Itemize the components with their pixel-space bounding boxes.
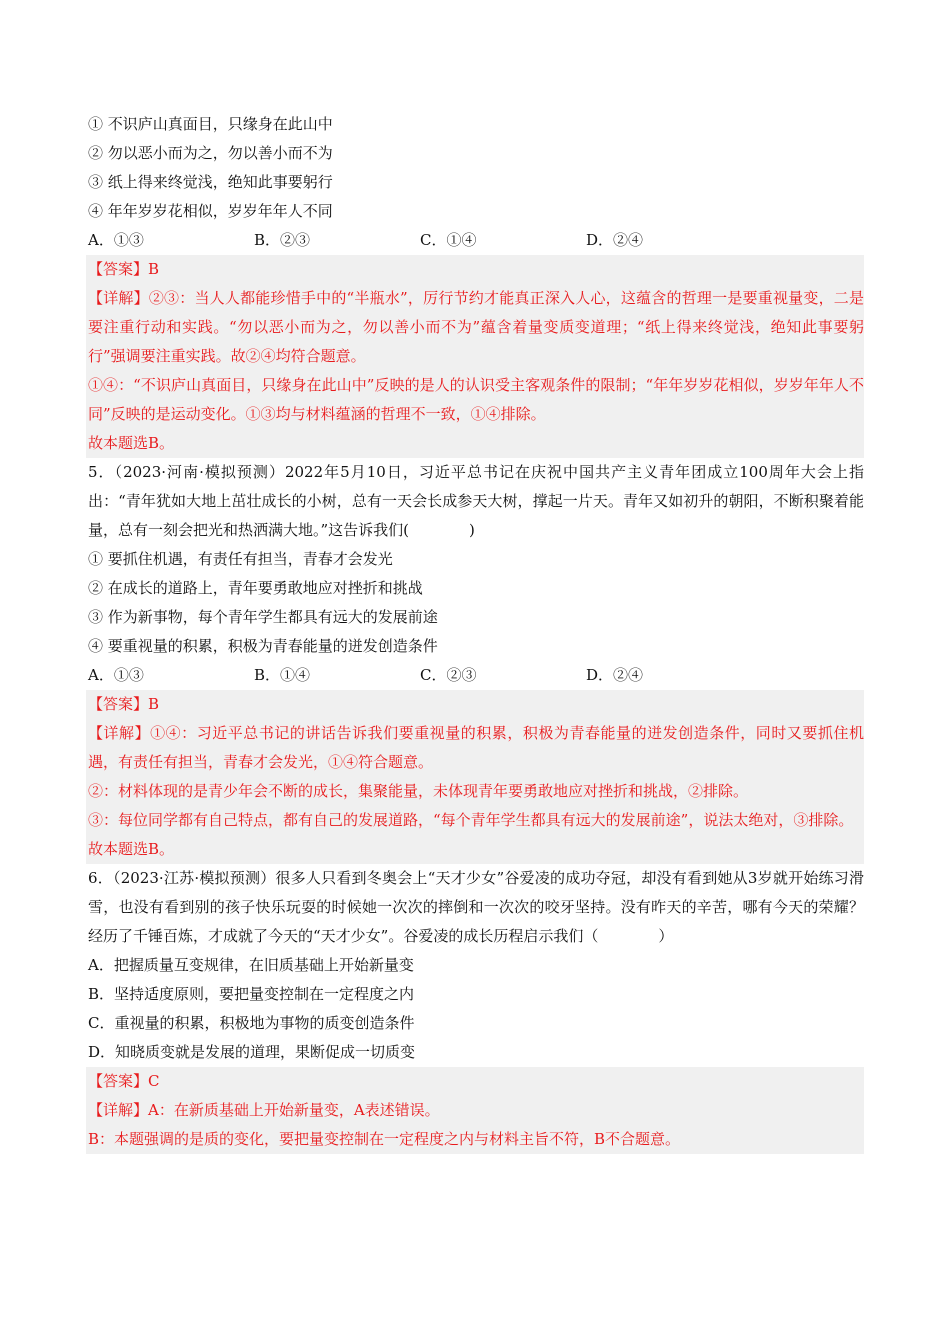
q4-item-3: ③ 纸上得来终觉浅，绝知此事要躬行 bbox=[88, 173, 333, 191]
q5-item-4: ④ 要重视量的积累，积极为青春能量的迸发创造条件 bbox=[88, 637, 438, 655]
q6-answer: 【答案】C bbox=[88, 1072, 160, 1090]
q5-explain-2: ②：材料体现的是青少年会不断的成长，集聚能量，未体现青年要勇敢地应对挫折和挑战，②排除。 bbox=[88, 782, 749, 800]
q5-stem bbox=[88, 458, 864, 545]
q6-explain-2: B：本题强调的是质的变化，要把量变控制在一定程度之内与材料主旨不符，B不合题意。 bbox=[88, 1130, 681, 1148]
q4-answer-block bbox=[86, 255, 864, 458]
q4-answer: 【答案】B bbox=[88, 260, 160, 278]
q5-options bbox=[88, 661, 864, 690]
q5-option-d: D．②④ bbox=[586, 666, 644, 684]
q6-answer-block bbox=[86, 1067, 864, 1154]
q5-option-a: A．①③ bbox=[88, 666, 144, 684]
q5-stem-text: 5．（2023·河南·模拟预测）2022年5月10日，习近平总书记在庆祝中国共产主义青年团成立100周年大会上指出：“青年犹如大地上茁壮成长的小树，总有一天会长成参天大树，撑起一片天。青年又如初升的朝阳，不断积聚着能量，总有一刻会把光和热洒满大地。”这告诉我们( bbox=[88, 463, 864, 539]
q4-explain-2: ①④：“不识庐山真面目，只缘身在此山中”反映的是人的认识受主客观条件的限制；“年年岁岁花相似，岁岁年年人不同”反映的是运动变化。①③均与材料蕴涵的哲理不一致，①④排除。 bbox=[88, 376, 864, 423]
q5-answer: 【答案】B bbox=[88, 695, 160, 713]
q5-answer-block bbox=[86, 690, 864, 864]
q4-option-a: A．①③ bbox=[88, 231, 144, 249]
q4-item-1: ① 不识庐山真面目，只缘身在此山中 bbox=[88, 115, 333, 133]
q4-option-b: B．②③ bbox=[254, 231, 311, 249]
q6-option-d: D．知晓质变就是发展的道理，果断促成一切质变 bbox=[88, 1043, 416, 1061]
q6-option-c: C．重视量的积累，积极地为事物的质变创造条件 bbox=[88, 1014, 415, 1032]
q5-item-1: ① 要抓住机遇，有责任有担当，青春才会发光 bbox=[88, 550, 393, 568]
q4-option-d: D．②④ bbox=[586, 231, 644, 249]
q5-stem-close: ) bbox=[469, 521, 475, 539]
q5-option-b: B．①④ bbox=[254, 666, 311, 684]
document-page bbox=[88, 110, 864, 1154]
q5-explain-4: 故本题选B。 bbox=[88, 840, 175, 858]
q6-stem-text: 6．（2023·江苏·模拟预测）很多人只看到冬奥会上“天才少女”谷爱凌的成功夺冠，却没有看到她从3岁就开始练习滑雪，也没有看到别的孩子快乐玩耍的时候她一次次的摔倒和一次次的咬牙坚持。没有昨天的辛苦，哪有今天的荣耀？经历了千锤百炼，才成就了今天的“天才少女”。谷爱凌的成长历程启示我们（ bbox=[88, 869, 864, 945]
q6-stem-close: ） bbox=[658, 927, 674, 945]
q5-item-2: ② 在成长的道路上，青年要勇敢地应对挫折和挑战 bbox=[88, 579, 423, 597]
q4-options bbox=[88, 226, 864, 255]
q5-explain-3: ③：每位同学都有自己特点，都有自己的发展道路，“每个青年学生都具有远大的发展前途”，说法太绝对，③排除。 bbox=[88, 811, 854, 829]
q6-stem bbox=[88, 864, 864, 951]
q4-item-2: ② 勿以恶小而为之，勿以善小而不为 bbox=[88, 144, 333, 162]
q4-item-4: ④ 年年岁岁花相似，岁岁年年人不同 bbox=[88, 202, 333, 220]
q6-option-b: B．坚持适度原则，要把量变控制在一定程度之内 bbox=[88, 985, 415, 1003]
q5-option-c: C．②③ bbox=[420, 666, 477, 684]
q6-option-a: A．把握质量互变规律，在旧质基础上开始新量变 bbox=[88, 956, 414, 974]
q4-explain-1: 【详解】②③：当人人都能珍惜手中的“半瓶水”，厉行节约才能真正深入人心，这蕴含的哲理一是要重视量变，二是要注重行动和实践。“勿以恶小而为之，勿以善小而不为”蕴含着量变质变道理；“纸上得来终觉浅，绝知此事要躬行”强调要注重实践。故②④均符合题意。 bbox=[88, 289, 864, 365]
q6-explain-1: 【详解】A：在新质基础上开始新量变，A表述错误。 bbox=[88, 1101, 440, 1119]
q4-option-c: C．①④ bbox=[420, 231, 477, 249]
q4-explain-3: 故本题选B。 bbox=[88, 434, 175, 452]
q5-item-3: ③ 作为新事物，每个青年学生都具有远大的发展前途 bbox=[88, 608, 438, 626]
q5-explain-1: 【详解】①④：习近平总书记的讲话告诉我们要重视量的积累，积极为青春能量的迸发创造条件，同时又要抓住机遇，有责任有担当，青春才会发光，①④符合题意。 bbox=[88, 724, 864, 771]
